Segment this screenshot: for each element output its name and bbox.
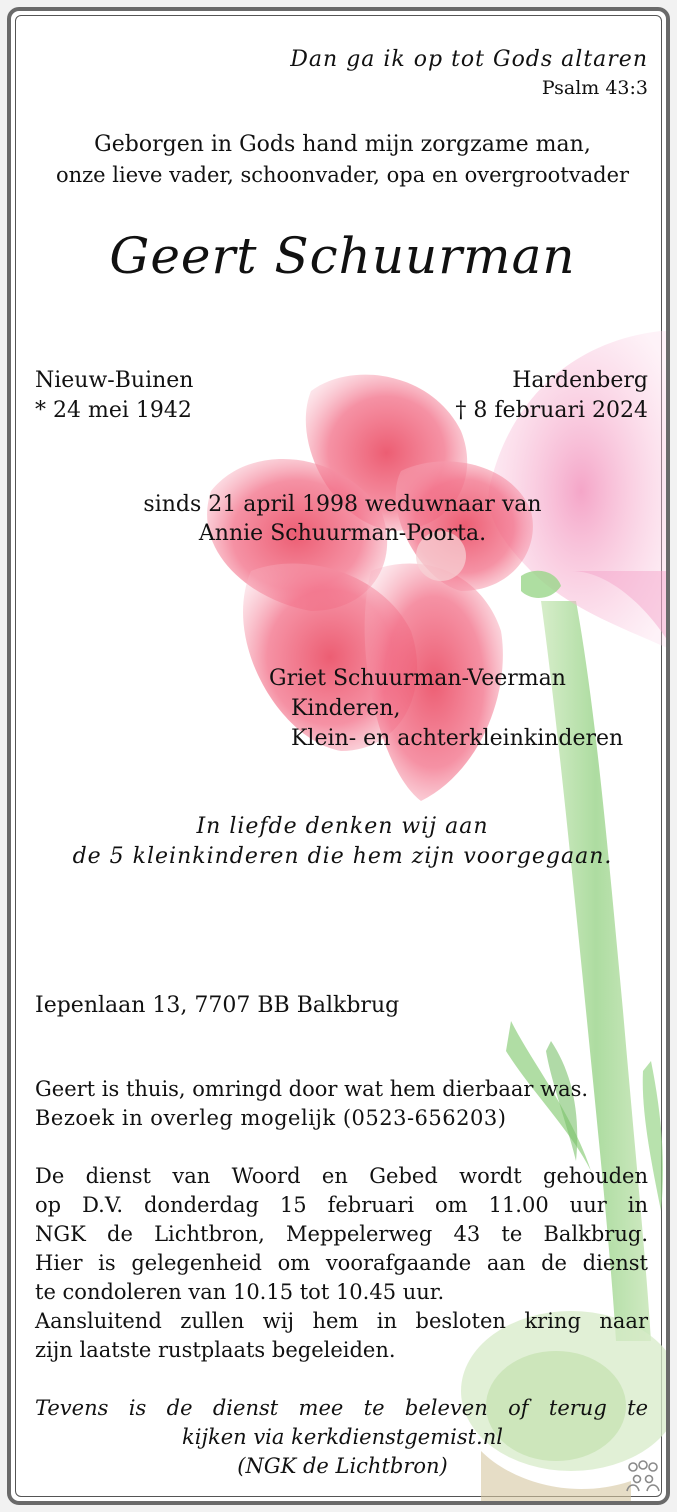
service-line-1: De dienst van Woord en Gebed wordt gehouden (35, 1164, 648, 1188)
notice-frame (7, 7, 670, 1505)
service-line-5: te condoleren van 10.15 tot 10.45 uur. (35, 1280, 445, 1304)
family-grandchildren: Klein- en achterkleinkinderen (291, 726, 624, 751)
deceased-name: Geert Schuurman (109, 227, 576, 285)
visit-line-2: Bezoek in overleg mogelijk (0523-656203) (35, 1106, 507, 1130)
service-line-4: Hier is gelegenheid om voorafgaande aan de dienst (35, 1251, 648, 1275)
intro-line-1: Geborgen in Gods hand mijn zorgzame man, (94, 132, 591, 157)
service-line-7: zijn laatste rustplaats begeleiden. (35, 1338, 396, 1362)
stream-line-1: Tevens is de dienst mee te beleven of terug te (35, 1396, 648, 1420)
widower-line-1: sinds 21 april 1998 weduwnaar van (143, 492, 542, 517)
verse-reference: Psalm 43:3 (541, 77, 648, 99)
verse-text: Dan ga ik op tot Gods altaren (290, 47, 648, 72)
death-date: † 8 februari 2024 (455, 398, 648, 423)
family-children: Kinderen, (291, 696, 401, 721)
birth-place: Nieuw-Buinen (35, 368, 194, 393)
stream-line-2: kijken via kerkdienstgemist.nl (182, 1425, 503, 1449)
remembrance-line-2: de 5 kleinkinderen die hem zijn voorgegaan. (72, 844, 613, 869)
stream-line-3: (NGK de Lichtbron) (237, 1454, 448, 1478)
death-place: Hardenberg (512, 368, 648, 393)
widower-line-2: Annie Schuurman-Poorta. (198, 521, 487, 546)
birth-date: * 24 mei 1942 (35, 398, 192, 423)
visit-line-1: Geert is thuis, omringd door wat hem dierbaar was. (35, 1077, 589, 1101)
family-logo-icon (623, 1459, 663, 1493)
service-line-6: Aansluitend zullen wij hem in besloten kring naar (35, 1309, 648, 1333)
service-line-2: op D.V. donderdag 15 februari om 11.00 uur in (35, 1193, 648, 1217)
intro-line-2: onze lieve vader, schoonvader, opa en overgrootvader (55, 163, 630, 187)
family-spouse: Griet Schuurman-Veerman (269, 666, 566, 691)
service-line-3: NGK de Lichtbron, Meppelerweg 43 te Balkbrug. (35, 1222, 648, 1246)
address: Iepenlaan 13, 7707 BB Balkbrug (35, 993, 400, 1018)
remembrance-line-1: In liefde denken wij aan (196, 814, 489, 839)
